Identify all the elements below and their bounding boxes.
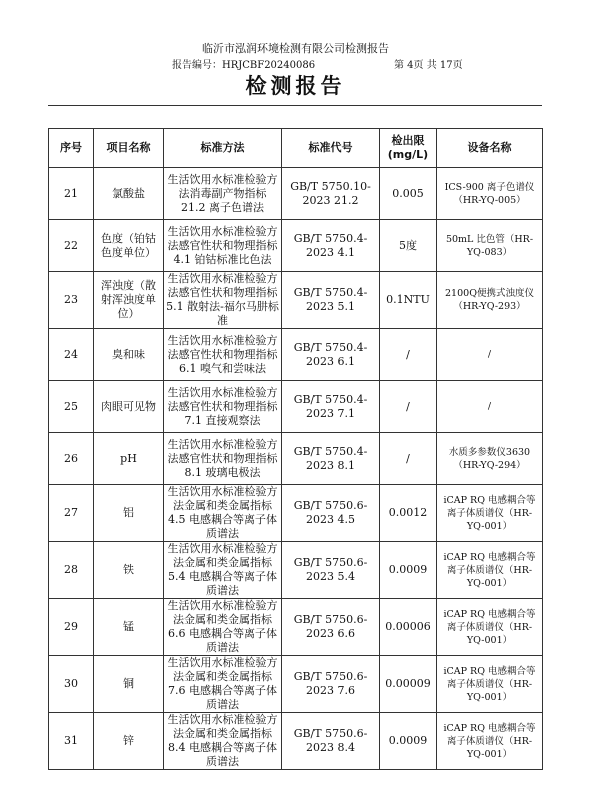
table-row	[49, 433, 543, 485]
cell-equipment: ICS-900 离子色谱仪（HR-YQ-005）	[437, 168, 543, 220]
cell-limit: 5度	[380, 220, 437, 272]
cell-equipment: /	[437, 329, 543, 381]
header-rule	[48, 105, 542, 106]
cell-method: 生活饮用水标准检验方法金属和类金属指标 8.4 电感耦合等离子体质谱法	[164, 713, 282, 770]
cell-equipment: iCAP RQ 电感耦合等离子体质谱仪（HR-YQ-001）	[437, 599, 543, 656]
col-header-no: 序号	[49, 129, 94, 168]
cell-method: 生活饮用水标准检验方法金属和类金属指标 6.6 电感耦合等离子体质谱法	[164, 599, 282, 656]
cell-equipment: iCAP RQ 电感耦合等离子体质谱仪（HR-YQ-001）	[437, 656, 543, 713]
cell-no: 24	[49, 329, 94, 381]
cell-item: 肉眼可见物	[94, 381, 164, 433]
cell-limit: /	[380, 433, 437, 485]
report-number-value: HRJCBF20240086	[222, 60, 316, 71]
cell-code: GB/T 5750.4-2023 4.1	[282, 220, 380, 272]
cell-no: 26	[49, 433, 94, 485]
page-title: 检测报告	[245, 74, 346, 98]
cell-no: 23	[49, 272, 94, 329]
cell-method: 生活饮用水标准检验方法金属和类金属指标 5.4 电感耦合等离子体质谱法	[164, 542, 282, 599]
cell-no: 30	[49, 656, 94, 713]
table-header-row	[49, 129, 543, 168]
company-header: 临沂市泓润环境检测有限公司检测报告	[202, 42, 389, 55]
cell-code: GB/T 5750.6-2023 7.6	[282, 656, 380, 713]
cell-limit: 0.0009	[380, 542, 437, 599]
cell-item: 色度（铂钴色度单位）	[94, 220, 164, 272]
cell-method: 生活饮用水标准检验方法感官性状和物理指标 7.1 直接观察法	[164, 381, 282, 433]
cell-code: GB/T 5750.4-2023 6.1	[282, 329, 380, 381]
cell-code: GB/T 5750.4-2023 7.1	[282, 381, 380, 433]
cell-no: 28	[49, 542, 94, 599]
cell-limit: 0.00009	[380, 656, 437, 713]
cell-no: 29	[49, 599, 94, 656]
table-row	[49, 542, 543, 599]
cell-code: GB/T 5750.6-2023 6.6	[282, 599, 380, 656]
cell-code: GB/T 5750.6-2023 4.5	[282, 485, 380, 542]
cell-limit: 0.0009	[380, 713, 437, 770]
col-header-equipment: 设备名称	[437, 129, 543, 168]
cell-no: 22	[49, 220, 94, 272]
cell-method: 生活饮用水标准检验方法感官性状和物理指标 4.1 铂钴标准比色法	[164, 220, 282, 272]
cell-equipment: iCAP RQ 电感耦合等离子体质谱仪（HR-YQ-001）	[437, 485, 543, 542]
cell-limit: 0.0012	[380, 485, 437, 542]
cell-method: 生活饮用水标准检验方法感官性状和物理指标 5.1 散射法-福尔马肼标准	[164, 272, 282, 329]
cell-method: 生活饮用水标准检验方法消毒副产物指标 21.2 离子色谱法	[164, 168, 282, 220]
cell-method: 生活饮用水标准检验方法感官性状和物理指标 6.1 嗅气和尝味法	[164, 329, 282, 381]
cell-item: 铁	[94, 542, 164, 599]
cell-no: 21	[49, 168, 94, 220]
cell-equipment: /	[437, 381, 543, 433]
cell-item: 臭和味	[94, 329, 164, 381]
cell-no: 27	[49, 485, 94, 542]
cell-method: 生活饮用水标准检验方法感官性状和物理指标 8.1 玻璃电极法	[164, 433, 282, 485]
col-header-item: 项目名称	[94, 129, 164, 168]
cell-equipment: iCAP RQ 电感耦合等离子体质谱仪（HR-YQ-001）	[437, 713, 543, 770]
col-header-method: 标准方法	[164, 129, 282, 168]
col-header-limit: 检出限 (mg/L)	[380, 129, 437, 168]
cell-item: 铜	[94, 656, 164, 713]
cell-limit: /	[380, 329, 437, 381]
cell-code: GB/T 5750.6-2023 5.4	[282, 542, 380, 599]
cell-limit: /	[380, 381, 437, 433]
report-number	[172, 56, 315, 71]
table-row	[49, 599, 543, 656]
cell-item: pH	[94, 433, 164, 485]
cell-no: 31	[49, 713, 94, 770]
cell-equipment: 2100Q便携式浊度仪（HR-YQ-293）	[437, 272, 543, 329]
cell-equipment: 50mL 比色管（HR-YQ-083）	[437, 220, 543, 272]
cell-item: 浑浊度（散射浑浊度单位）	[94, 272, 164, 329]
cell-equipment: iCAP RQ 电感耦合等离子体质谱仪（HR-YQ-001）	[437, 542, 543, 599]
table-row	[49, 168, 543, 220]
cell-code: GB/T 5750.6-2023 8.4	[282, 713, 380, 770]
table-row	[49, 381, 543, 433]
cell-method: 生活饮用水标准检验方法金属和类金属指标 7.6 电感耦合等离子体质谱法	[164, 656, 282, 713]
table-row	[49, 713, 543, 770]
cell-item: 锰	[94, 599, 164, 656]
table-row	[49, 272, 543, 329]
results-table	[48, 128, 543, 770]
page-info: 第 4页 共 17页	[394, 60, 463, 71]
cell-code: GB/T 5750.10-2023 21.2	[282, 168, 380, 220]
cell-limit: 0.00006	[380, 599, 437, 656]
cell-item: 锌	[94, 713, 164, 770]
cell-equipment: 水质多参数仪3630（HR-YQ-294）	[437, 433, 543, 485]
table-row	[49, 485, 543, 542]
cell-no: 25	[49, 381, 94, 433]
cell-limit: 0.1NTU	[380, 272, 437, 329]
table-row	[49, 656, 543, 713]
col-header-code: 标准代号	[282, 129, 380, 168]
cell-item: 氯酸盐	[94, 168, 164, 220]
table-row	[49, 220, 543, 272]
cell-code: GB/T 5750.4-2023 5.1	[282, 272, 380, 329]
report-number-label: 报告编号：	[172, 60, 222, 71]
table-row	[49, 329, 543, 381]
cell-code: GB/T 5750.4-2023 8.1	[282, 433, 380, 485]
cell-item: 铝	[94, 485, 164, 542]
cell-method: 生活饮用水标准检验方法金属和类金属指标 4.5 电感耦合等离子体质谱法	[164, 485, 282, 542]
cell-limit: 0.005	[380, 168, 437, 220]
